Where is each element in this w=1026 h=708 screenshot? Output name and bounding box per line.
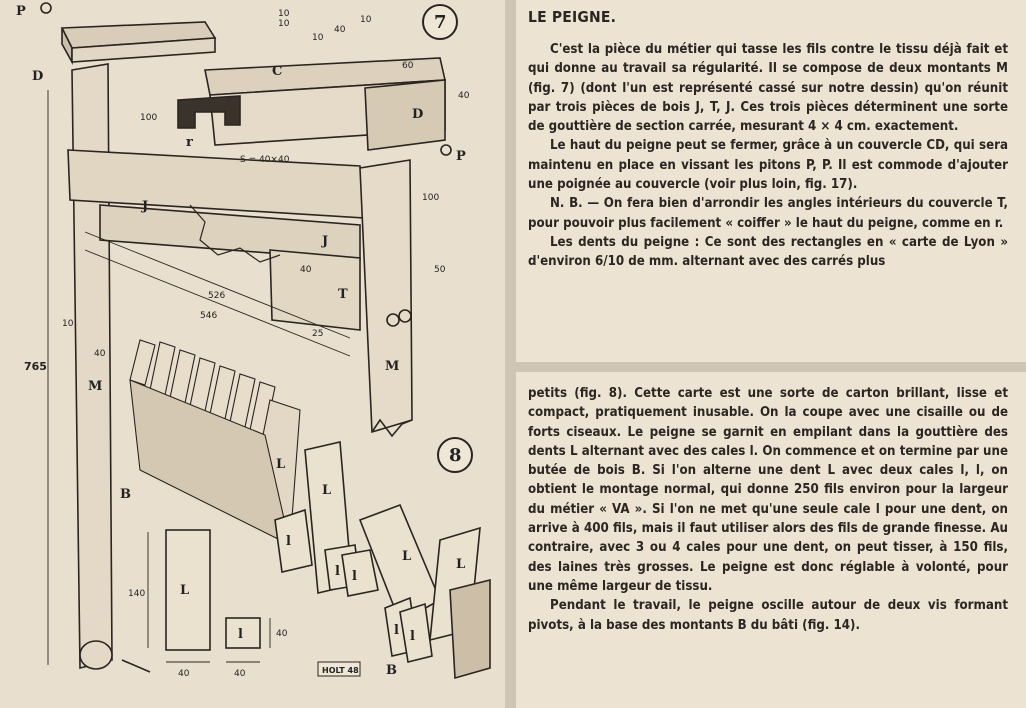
dim-40-top: 40 [334,25,346,35]
label-l-big2: L [322,483,332,498]
dim-526: 526 [208,291,226,301]
signature: HOLT 48 [322,666,359,675]
label-d-left: D [32,69,44,84]
dim-10a: 10 [278,9,290,19]
label-m-right: M [385,359,400,374]
paragraph: petits (fig. 8). Cette carte est une sorte de carton brillant, lisse et compact, pratiquement inusable. On la coupe avec une cisaille ou de forts ciseaux. Le peigne se garnit en empilant dans la gouttière des dents L alternant avec des cales l. On commence et on termine par une butée de bois B. Si l'on alterne une dent L avec deux cales l, l, on obtient le montage normal, qui donne 250 fils environ pour la largeur du métier « VA ». Si l'on ne met qu'une seule cale l pour une dent, on arrive à 400 fils, mais il faut utiliser alors des fils de grande finesse. Au contraire, avec 3 ou 4 cales pour une dent, on peut tisser, à 150 fils, des laines très grosses. Le peigne est donc réglable à volonté, pour une même largeur de tissu. [528,386,1008,594]
cover-d-end [365,80,445,150]
label-c: C [272,64,283,79]
dim-40w1: 40 [178,669,190,679]
paragraph: N. B. — On fera bien d'arrondir les angles intérieurs du couvercle T, pour pouvoir plus facilement « coiffer » le haut du peigne, comme en r. [528,196,1008,231]
dim-100a: 100 [140,113,158,123]
paragraph: Pendant le travail, le peigne oscille autour de deux vis formant pivots, à la base des montants B du bâti (fig. 14). [528,598,1008,633]
text-panel-top [516,0,1026,362]
dim-140: 140 [128,589,146,599]
paragraph: Les dents du peigne : Ce sont des rectangles en « carte de Lyon » d'environ 6/10 de mm. alternant avec des carrés plus [528,234,1008,270]
label-cale1: l [286,534,291,549]
label-cale4: l [394,623,399,638]
label-cale-box: l [238,627,243,642]
dim-10m: 10 [62,319,74,329]
dim-25: 25 [312,329,324,339]
dim-40m: 40 [94,349,106,359]
dim-40w2: 40 [234,669,246,679]
label-cale2: l [335,564,340,579]
label-cale3: l [352,569,357,584]
teeth-stack [130,340,300,545]
dim-100b: 100 [422,193,440,203]
label-r: r [186,135,193,150]
label-fig8: 8 [449,445,462,466]
label-l-small: L [180,583,190,598]
label-j-left: J [142,199,149,214]
montant-m-right [360,160,412,432]
label-fig7: 7 [434,12,447,33]
label-m-left: M [88,379,103,394]
page-gutter [505,0,516,708]
label-j-right: J [322,234,329,249]
label-t: T [338,287,348,302]
dim-50: 50 [434,265,446,275]
paragraph: C'est la pièce du métier qui tasse les fils contre le tissu déjà fait et qui donne au travail sa régularité. Il se compose de deux montants M (fig. 7) (dont l'un est représenté cassé sur notre dessin) qu'on réunit par trois pièces de bois J, T, J. Ces trois pièces déterminent une sorte de gouttière de section carrée, mesurant 4 × 4 cm. exactement. [528,42,1008,135]
label-cale5: l [410,629,415,644]
dim-10d: 10 [360,15,372,25]
dim-60: 60 [402,61,414,71]
dim-10c: 10 [312,33,324,43]
label-d-right: D [412,107,424,122]
panel-gutter [516,362,1026,372]
dim-40-right: 40 [458,91,470,101]
dim-40h: 40 [276,629,288,639]
label-l-piece1: L [402,549,412,564]
section-heading: LE PEIGNE. [528,8,617,26]
profile-r [178,96,240,128]
label-p-right: P [456,149,466,164]
label-p-left: P [16,4,26,19]
dim-765: 765 [24,360,47,373]
dim-40-t: 40 [300,265,312,275]
paragraph: Le haut du peigne peut se fermer, grâce à un couvercle CD, qui sera maintenu en place en vissant les pitons P, P. Il est commode d'ajouter une poignée au couvercle (voir plus loin, fig. 17). [528,138,1008,193]
dim-10b: 10 [278,19,290,29]
label-l-big1: L [276,457,286,472]
label-l-piece2: L [456,557,466,572]
label-b-right: B [386,663,397,678]
technical-drawing [0,0,505,708]
label-s-section: S = 40×40 [240,155,290,165]
drawing-svg [0,0,505,708]
text-panel-bottom [516,372,1026,708]
dim-546: 546 [200,311,218,321]
label-b-left: B [120,487,131,502]
